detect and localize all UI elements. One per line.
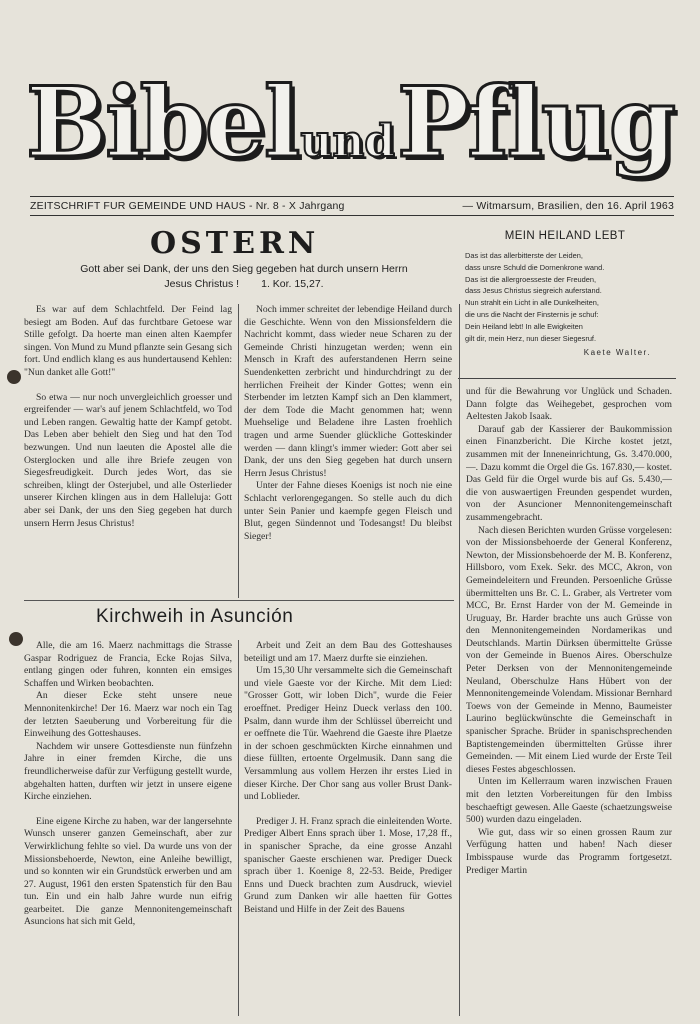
poem-line: gilt dir, mein Herz, nun dieser Siegesruf. (465, 333, 597, 343)
paragraph: Unten im Kellerraum waren inzwischen Frauen mit den letzten Vorbereitungen für den Imbiss beschaeftigt gewesen. Alle Gaeste (schaetzungsweise 500) wurden dazu eingeladen. (466, 776, 672, 826)
section-divider (24, 600, 454, 601)
kirchweih-column-2 (244, 640, 452, 1020)
poem-line: dass Jesus Christus siegreich auferstand. (465, 286, 602, 296)
intro-citation: 1. Kor. 15,27. (261, 278, 324, 290)
article-intro-ostern (34, 262, 454, 292)
masthead (18, 48, 682, 198)
column-divider (238, 640, 239, 1016)
masthead-word-und: und (300, 116, 396, 167)
kirchweih-column-1 (24, 640, 232, 1020)
publication-info-left: ZEITSCHRIFT FUR GEMEINDE UND HAUS - Nr. 8 - X Jahrgang (30, 200, 345, 212)
paragraph: Wie gut, dass wir so einen grossen Raum zur Verfügung hatten und haben! Nach dieser Imbisspause wurde das Programm fortgesetzt. Prediger Martin (466, 826, 672, 876)
paragraph: Unter der Fahne dieses Koenigs ist noch nie eine Schlacht verlorengegangen. So stelle auch du dich unter Sein Panier und kaempfe gegen Fleisch und Blut, gegen Sündennot und Todesangst! Du bleibst Sieger! (244, 480, 452, 542)
masthead-word-bibel: Bibel (26, 66, 299, 179)
poem-line: die uns die Nacht der Finsternis je schuf: (465, 309, 599, 319)
column-divider (459, 304, 460, 1016)
column-divider (238, 304, 239, 598)
paragraph: Um 15,30 Uhr versammelte sich die Gemeinschaft und viele Gaeste vor der Kirche. Mit dem Lied: "Grosser Gott, wir loben Dich", wurde die Feier eroeffnet. Prediger Heinz Dueck verlass den 100. Psalm, dann wurde ihm der Schlüssel überreicht und er oeffnete die Tür. Waehrend die Gaeste ihre Plaetze in der schoen geschmückten Kirche einnahmen und diese füllten, ertoente Orgelmusik. Dann sang die Versammlung aus vollem Herzen ihr erstes Lied in dieser Kirche. Der Chor sang aus voller Brust Dank- und Loblieder. (244, 665, 452, 803)
kirchweih-column-3 (466, 386, 672, 1016)
publication-info-bar (30, 196, 674, 216)
intro-line-2-text: Jesus Christus ! (164, 278, 240, 290)
paragraph: Eine eigene Kirche zu haben, war der langersehnte Wunsch unserer ganzen Gemeinschaft, aber zur Verwirklichung fehlte so viel. Da wurde uns von der Missionsbehoerde, Newton, eine Anleihe bewilligt, und so konnten wir ein Grundstück erwerben und am 27. August, 1961 den ersten Spatenstich für den Bau tun. Ein und ein halb Jahre wurde nun eifrig gearbeitet. Die ganze Mennonitengemeinschaft Asuncions hat sich mit Geld, (24, 815, 232, 928)
poem-line: Nun strahlt ein Licht in alle Dunkelheiten, (465, 298, 599, 308)
paragraph: So etwa — nur noch unvergleichlich groesser und ergreifender — war's auf jenem Schlachtfeld, wo Tod und Leben rangen. Gewaltig hatte der Kampf getobt. Das Leben aber behielt den Sieg und hat den Tod bezwungen. Und nun laeuten die Apostel alle die Osterglocken und alle ihre Briefe zeugen von Siegesfreudigkeit. Durch jedes Wort, das sie schreiben, klingt der Osterjubel, und alle Osterlieder unserer Kirchen klingen aus in dem Halleluja: Gott aber sei Dank, der uns den Sieg gegeben hat durch unsern Herrn Jesus Christus! (24, 391, 232, 529)
poem-author: Kaete Walter. (583, 348, 651, 358)
poem-box (465, 230, 665, 357)
paragraph: Noch immer schreitet der lebendige Heiland durch die Geschichte. Wenn von den Missionsfeldern die Nachricht kommt, dass wieder neue Scharen zu der Gemeinde Christi hinzugetan werden; wenn ein Mensch in Kraft des auferstandenen Herrn seine Suendenketten zerbricht und hindurchdringt zu der herrlichen Freiheit der Kinder Gottes; wenn ein Sterbender im letzten Kampf sich an Den klammert, der dem Tode die Macht genommen hat; wenn Muehselige und Beladene ihre Lasten froehlich tragen und arme Suender glückliche Gotteskinder werden — dann klingt's immer wieder: Gott aber sei Dank, der uns den Sieg gegeben hat durch unsern Herrn Jesus Christus! (244, 304, 452, 479)
punch-hole (9, 632, 23, 646)
poem-line: dass unsre Schuld die Dornenkrone wand. (465, 262, 605, 272)
masthead-word-pflug: Pflug (397, 66, 674, 179)
punch-hole (7, 370, 21, 384)
poem-title: MEIN HEILAND LEBT (504, 230, 626, 242)
paragraph: An dieser Ecke steht unsere neue Mennonitenkirche! Der 16. Maerz war noch ein Tag der letzten Saeuberung und Vorbereitung für die Einweihung des Gotteshauses. (24, 690, 232, 740)
intro-line-1: Gott aber sei Dank, der uns den Sieg gegeben hat durch unsern Herrn (80, 263, 408, 275)
article-title-ostern: OSTERN (150, 226, 320, 261)
article-title-kirchweih: Kirchweih in Asunción (96, 606, 294, 627)
ostern-column-1 (24, 304, 232, 530)
paragraph: Es war auf dem Schlachtfeld. Der Feind lag besiegt am Boden. Auf das furchtbare Getoese war Stille gefolgt. Da hoerte man einen alten Kaempfer singen. Von Mund zu Mund pflanzte sein Gesang sich fort. Und endlich klang es aus hundertausend Kehlen: "Nun danket alle Gott!" (24, 304, 232, 378)
poem-line: Dein Heiland lebt! In alle Ewigkeiten (465, 321, 583, 331)
paragraph: Darauf gab der Kassierer der Baukommission einen Finanzbericht. Die Kirche kostet jetzt, zusammen mit der Inneneinrichtung, Gs. 3.470.000,—. Dazu kommt die Orgel die Gs. 167.830,— kostet. Das Geld für die Orgel wurde bis auf Gs. 5.430,— die von auswaertigen Freunden gespendet wurden, von der Asuncioner Mennonitengemeinschaft zusammengebracht. (466, 423, 672, 523)
poem-divider (458, 378, 676, 379)
paragraph: und für die Bewahrung vor Unglück und Schaden. Dann folgte das Weihegebet, gesprochen vom Aeltesten Jakob Isaak. (466, 386, 672, 423)
ostern-column-2 (244, 304, 452, 543)
publication-info-right: — Witmarsum, Brasilien, den 16. April 1963 (462, 200, 674, 212)
poem-line: Das ist die allergroesseste der Freuden, (465, 274, 597, 284)
paragraph: Alle, die am 16. Maerz nachmittags die Strasse Gaspar Rodriguez de Francia, Ecke Rojas Silva, entlang gingen oder fuhren, konnten ein emsiges Schaffen und Wirken beobachten. (24, 640, 232, 689)
paragraph: Arbeit und Zeit an dem Bau des Gotteshauses beteiligt und am 17. Maerz durfte sie einziehen. (244, 640, 452, 664)
paragraph: Nach diesen Berichten wurden Grüsse vorgelesen: von der Missionsbehoerde der General Konferenz, Newton, der Missionsbehoerde der M. B. Konferenz, Hillsboro, vom Exek. Sekr. des MCC, Akron, von Gemeindeleitern und Freunden. Persoenliche Grüsse übermittelten uns Br. C. L. Graber, als Vertreter vom MCC, Br. Ernst Harder von der M. Gemeinde in Uruguay, Br. Harder brachte uns auch Grüsse von den Mennonitengemeinden Nordamerikas und Deutschlands. Martin Dürksen übermittelte Grüsse von der Gemeinde in Buenos Aires. Oberschulze Peter Derksen von der Mennonitengemeinde Neuland, Oberschulze Hans Hübert von der Mennonitengemeinde Volendam. Missionar Bernhard Toews von der Gemeinde in Menno, Baumeister Laurino beglückwünschte die Gemeinschaft in spanischer Sprache. Brüder in spanischsprechenden Baptistengemeinden übermittelten Grüsse ihrer Gemeinden. — Mit einem Lied wurde der Erste Teil dieses Festes abgeschlossen. (466, 524, 672, 775)
paragraph: Nachdem wir unsere Gottesdienste nun fünfzehn Jahre in einer fremden Kirche, die uns freundlicherweise dafür zur Verfügung gestellt wurde, abgehalten hatten, durften wir jetzt in unsere eigene Kirche einziehen. (24, 740, 232, 803)
intro-line-2 (34, 277, 454, 292)
paragraph: Prediger J. H. Franz sprach die einleitenden Worte. Prediger Albert Enns sprach über 1. Mose, 17,28 ff., in spanischer Sprache, da eine grosse Anzahl spanischer Gaeste erschienen war. Prediger Dueck sprach über 1. Koenige 8, 22-53. Beide, Prediger Enns und Dueck brachten zum Ausdruck, wieviel Grund zum Danken wir alle haetten für Gottes Beistand und Hilfe in der Zeit des Bauens (244, 815, 452, 915)
poem-line: Das ist das allerbitterste der Leiden, (465, 251, 583, 260)
